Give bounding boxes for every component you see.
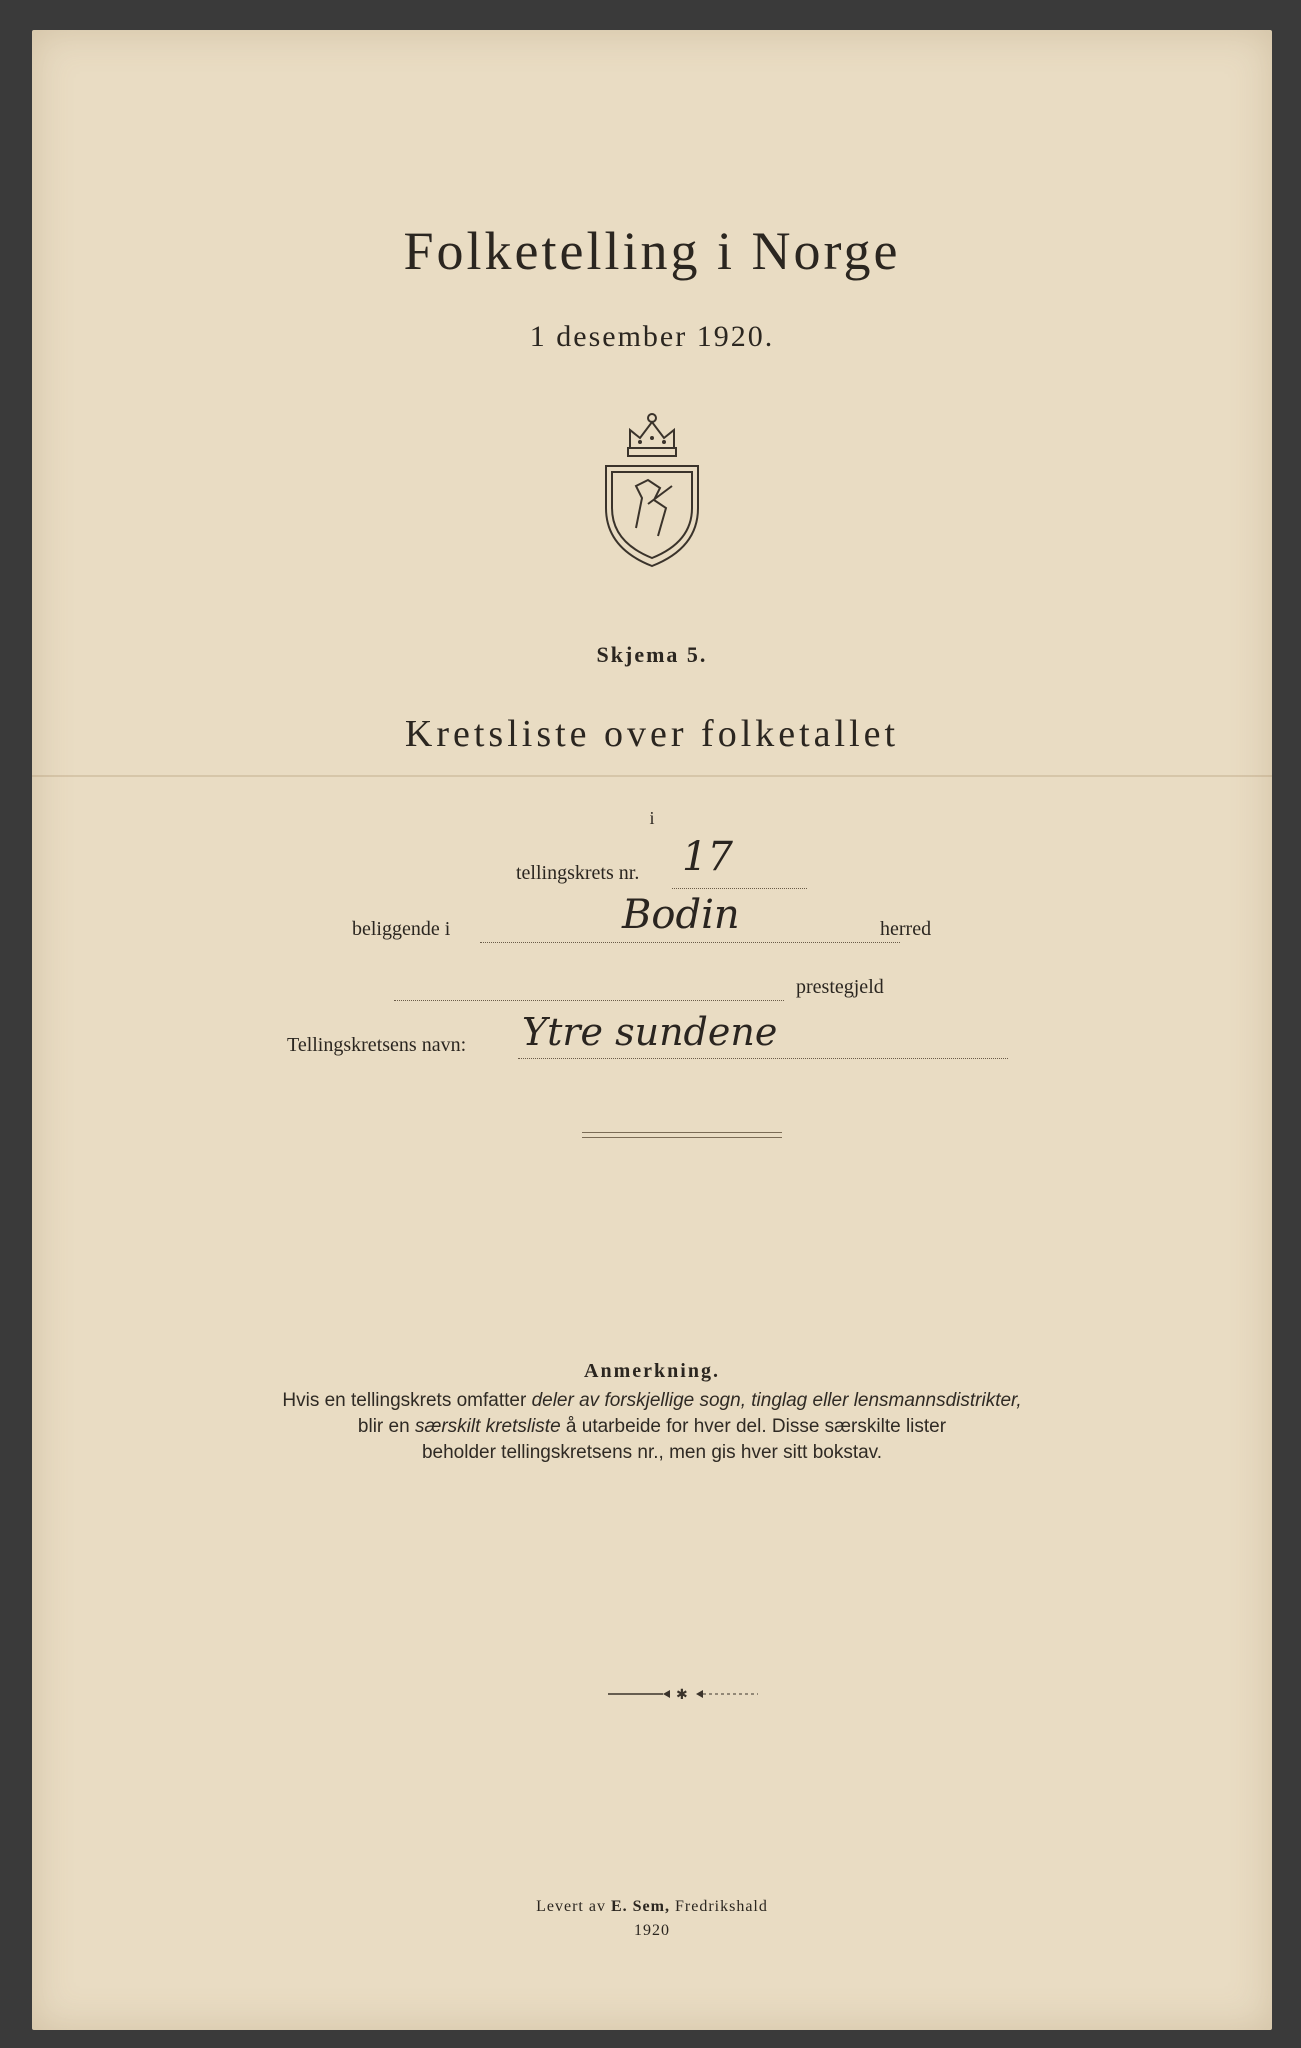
remark-line-2: blir en særskilt kretsliste å utarbeide for hver del. Disse særskilte lister — [357, 1416, 947, 1437]
prestegjeld-line — [394, 1000, 784, 1001]
located-in-label: beliggende i — [352, 918, 451, 940]
ornament-divider-icon — [608, 1688, 758, 1700]
remark-line-1: Hvis en tellingskrets omfatter deler av forskjellige sogn, tinglag eller lensmannsdistrikter, — [282, 1390, 1022, 1411]
svg-text:✱: ✱ — [676, 1688, 688, 1700]
norway-coat-of-arms-icon — [600, 408, 704, 568]
district-number-line — [672, 888, 807, 889]
print-year: 1920 — [634, 1922, 670, 1939]
district-name-label: Tellingskretsens navn: — [287, 1034, 467, 1056]
census-form-page — [32, 30, 1272, 2030]
census-date: 1 desember 1920. — [529, 320, 775, 353]
district-name-value: Ytre sundene — [522, 1010, 778, 1054]
fold-line — [32, 775, 1272, 777]
printer-credit: Levert av E. Sem, Fredrikshald — [536, 1898, 768, 1915]
located-in-value: Bodin — [622, 892, 740, 938]
herred-label: herred — [880, 918, 932, 940]
page-title: Folketelling i Norge — [403, 221, 901, 281]
remark-title: Anmerkning. — [584, 1360, 720, 1382]
prestegjeld-label: prestegjeld — [796, 976, 884, 998]
district-number-value: 17 — [682, 834, 733, 880]
section-divider — [582, 1132, 782, 1138]
located-in-line — [480, 942, 900, 943]
form-heading: Kretsliste over folketallet — [404, 713, 900, 755]
schema-number: Skjema 5. — [596, 642, 708, 667]
district-number-label: tellingskrets nr. — [516, 862, 640, 884]
district-name-line — [518, 1058, 1008, 1059]
preposition-i: i — [649, 808, 655, 828]
remark-line-3: beholder tellingskretsens nr., men gis hver sitt bokstav. — [421, 1442, 883, 1463]
